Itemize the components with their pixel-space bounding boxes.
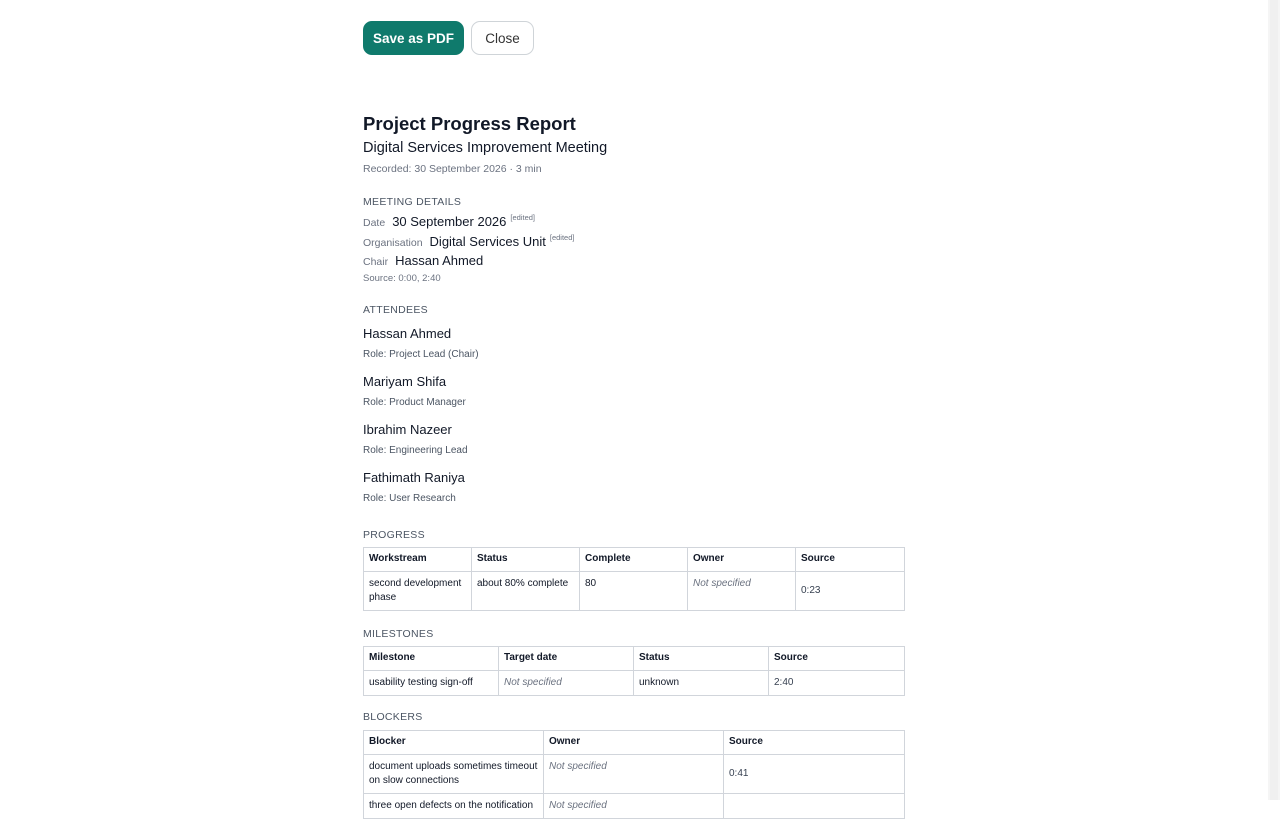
detail-organisation <box>363 234 574 249</box>
table-header-row <box>364 548 905 572</box>
column-header: Owner <box>688 548 796 572</box>
table-header-row <box>364 731 905 755</box>
detail-organisation-value: Digital Services Unit <box>429 234 546 249</box>
column-header: Milestone <box>364 647 499 671</box>
column-header: Workstream <box>364 548 472 572</box>
table-row <box>364 794 905 819</box>
recorded-info: Recorded: 30 September 2026 · 3 min <box>363 163 542 175</box>
save-as-pdf-button[interactable]: Save as PDF <box>363 21 464 55</box>
table-header-row <box>364 647 905 671</box>
table-cell: Not specified <box>544 755 724 794</box>
detail-date-label: Date <box>363 217 386 229</box>
column-header: Blocker <box>364 731 544 755</box>
blockers-heading: BLOCKERS <box>363 711 423 723</box>
table-row <box>364 572 905 611</box>
detail-organisation-label: Organisation <box>363 237 423 249</box>
detail-date <box>363 214 535 229</box>
attendees-heading: ATTENDEES <box>363 304 428 316</box>
table-cell: Not specified <box>688 572 796 611</box>
table-cell: usability testing sign-off <box>364 671 499 696</box>
table-cell: about 80% complete <box>472 572 580 611</box>
details-source: Source: 0:00, 2:40 <box>363 273 441 284</box>
report-title: Project Progress Report <box>363 113 576 134</box>
detail-date-value: 30 September 2026 <box>392 214 507 229</box>
attendee-role: Role: Product Manager <box>363 397 466 408</box>
column-header: Owner <box>544 731 724 755</box>
column-header: Status <box>634 647 769 671</box>
scrollbar-thumb[interactable] <box>1270 0 1278 800</box>
source-cell: 0:41 <box>724 755 905 794</box>
meeting-details-heading: MEETING DETAILS <box>363 196 462 208</box>
milestones-heading: MILESTONES <box>363 628 434 640</box>
table-cell: Not specified <box>544 794 724 819</box>
column-header: Complete <box>580 548 688 572</box>
attendee-role: Role: Engineering Lead <box>363 445 468 456</box>
report-subtitle: Digital Services Improvement Meeting <box>363 140 608 156</box>
attendee-name: Ibrahim Nazeer <box>363 422 452 437</box>
edited-flag: [edited] <box>510 213 535 222</box>
blockers-table <box>363 730 905 819</box>
attendee-name: Mariyam Shifa <box>363 374 447 389</box>
progress-table <box>363 547 905 611</box>
source-cell <box>724 794 905 819</box>
attendee-name: Hassan Ahmed <box>363 326 452 341</box>
detail-chair <box>363 253 483 268</box>
table-cell: Not specified <box>499 671 634 696</box>
column-header: Status <box>472 548 580 572</box>
table-cell: document uploads sometimes timeout on slow connections <box>364 755 544 794</box>
column-header: Target date <box>499 647 634 671</box>
table-cell: 80 <box>580 572 688 611</box>
table-row <box>364 671 905 696</box>
source-cell: 0:23 <box>796 572 905 611</box>
toolbar <box>363 21 534 55</box>
attendee-role: Role: Project Lead (Chair) <box>363 349 479 360</box>
close-button[interactable]: Close <box>471 21 534 55</box>
table-cell: unknown <box>634 671 769 696</box>
detail-chair-value: Hassan Ahmed <box>395 253 484 268</box>
milestones-table <box>363 646 905 696</box>
table-cell: second development phase <box>364 572 472 611</box>
table-row <box>364 755 905 794</box>
scrollbar[interactable] <box>1268 0 1280 800</box>
progress-heading: PROGRESS <box>363 529 425 541</box>
source-cell: 2:40 <box>769 671 905 696</box>
attendee-role: Role: User Research <box>363 493 456 504</box>
column-header: Source <box>769 647 905 671</box>
edited-flag: [edited] <box>549 233 575 242</box>
column-header: Source <box>796 548 905 572</box>
table-cell: three open defects on the notification <box>364 794 544 819</box>
column-header: Source <box>724 731 905 755</box>
attendee-name: Fathimath Raniya <box>363 470 465 485</box>
detail-chair-label: Chair <box>363 256 389 268</box>
